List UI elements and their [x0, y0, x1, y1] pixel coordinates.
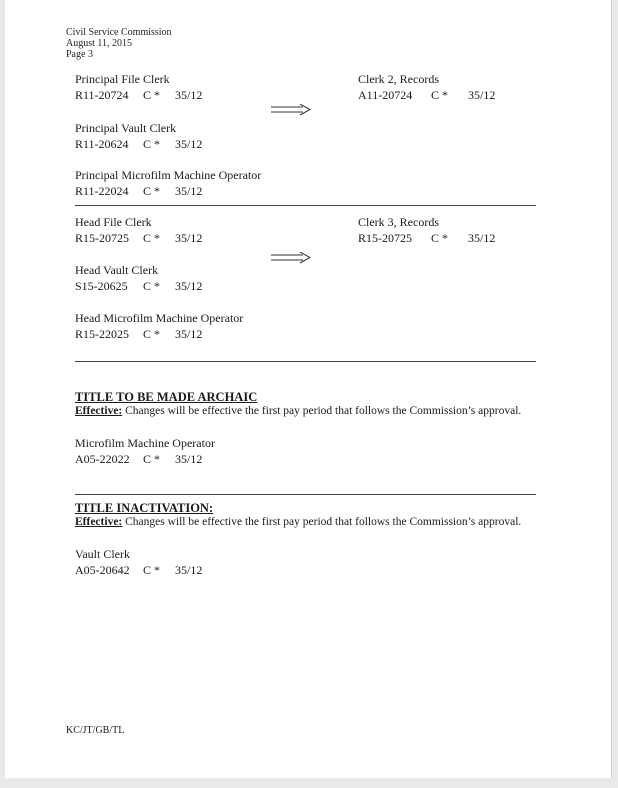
code-line: R15-20725 C * 35/12	[75, 231, 203, 245]
code-line: S15-20625 C * 35/12	[75, 279, 203, 293]
title-principal-file-clerk: Principal File Clerk	[75, 72, 170, 86]
divider	[75, 205, 536, 206]
section-heading-archaic: TITLE TO BE MADE ARCHAIC	[75, 390, 258, 404]
title-microfilm-machine-operator: Microfilm Machine Operator	[75, 436, 215, 450]
code-line: R11-20624 C * 35/12	[75, 137, 203, 151]
effective-note: Effective: Changes will be effective the first pay period that follows the Commission’s approval.	[75, 405, 522, 417]
title-head-microfilm-operator: Head Microfilm Machine Operator	[75, 311, 244, 325]
divider	[75, 361, 536, 362]
footer-initials: KC/JT/GB/TL	[66, 725, 125, 736]
code-line: R15-22025 C * 35/12	[75, 327, 203, 341]
title-principal-microfilm-operator: Principal Microfilm Machine Operator	[75, 168, 262, 182]
effective-note: Effective: Changes will be effective the first pay period that follows the Commission’s approval.	[75, 516, 522, 528]
right-arrow-icon	[270, 104, 312, 116]
right-arrow-icon	[270, 252, 312, 264]
section-heading-inactivation: TITLE INACTIVATION:	[75, 501, 214, 515]
title-principal-vault-clerk: Principal Vault Clerk	[75, 121, 177, 135]
code-line: R11-20724 C * 35/12	[75, 88, 203, 102]
header-page: Page 3	[66, 49, 93, 60]
code-line: A05-22022 C * 35/12	[75, 452, 203, 466]
document-page	[5, 0, 612, 778]
header-date: August 11, 2015	[66, 38, 133, 49]
title-head-file-clerk: Head File Clerk	[75, 215, 152, 229]
title-vault-clerk: Vault Clerk	[75, 547, 130, 561]
code-line: R15-20725 C * 35/12	[358, 231, 496, 245]
title-clerk-3-records: Clerk 3, Records	[358, 215, 439, 229]
header-org: Civil Service Commission	[66, 27, 172, 38]
title-head-vault-clerk: Head Vault Clerk	[75, 263, 159, 277]
divider	[75, 494, 536, 495]
code-line: A05-20642 C * 35/12	[75, 563, 203, 577]
title-clerk-2-records: Clerk 2, Records	[358, 72, 439, 86]
code-line: R11-22024 C * 35/12	[75, 184, 203, 198]
code-line: A11-20724 C * 35/12	[358, 88, 496, 102]
